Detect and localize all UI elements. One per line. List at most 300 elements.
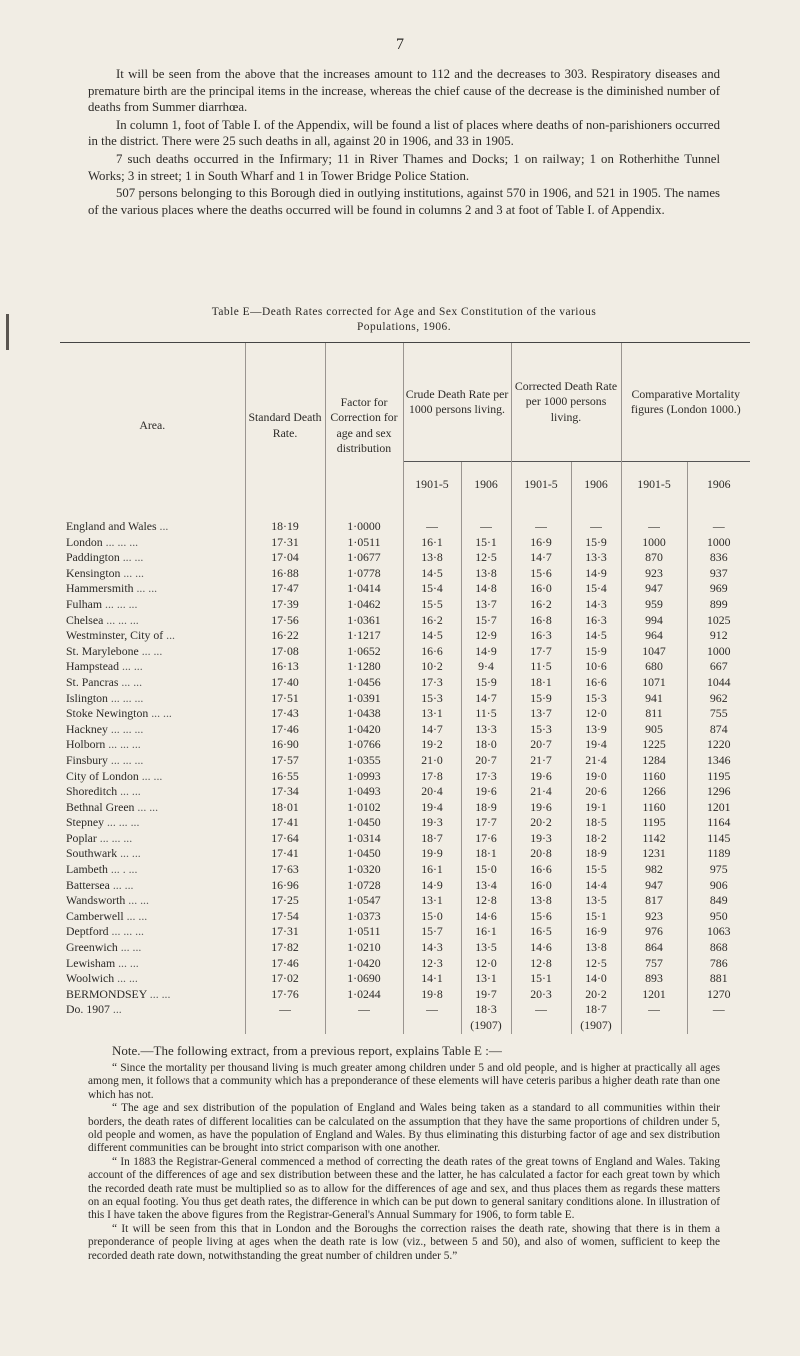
crude-1906-cell: 12·8 bbox=[461, 893, 511, 909]
crude-1906-cell: 17·6 bbox=[461, 831, 511, 847]
crude-1901-5-cell: 19·8 bbox=[403, 987, 461, 1003]
corrected-1906-cell: 13·5 bbox=[571, 893, 621, 909]
standard-rate-cell: 17·31 bbox=[245, 535, 325, 551]
standard-rate-cell: 17·56 bbox=[245, 613, 325, 629]
factor-cell: — bbox=[325, 1002, 403, 1018]
comparative-1901-5-cell: 994 bbox=[621, 613, 687, 629]
comparative-1906-cell: 1164 bbox=[687, 815, 750, 831]
corrected-1901-5-cell: 20·3 bbox=[511, 987, 571, 1003]
area-name: Stepney bbox=[66, 815, 105, 830]
leader-dots: ... ... bbox=[123, 565, 145, 580]
corrected-1901-5-cell: 16·6 bbox=[511, 862, 571, 878]
area-cell bbox=[60, 831, 245, 847]
crude-1906-cell: 13·5 bbox=[461, 940, 511, 956]
table-row bbox=[60, 1002, 750, 1018]
crude-1906-cell: 19·7 bbox=[461, 987, 511, 1003]
area-name: Greenwich bbox=[66, 940, 118, 955]
table-row bbox=[60, 940, 750, 956]
area-cell bbox=[60, 862, 245, 878]
corrected-1906-cell: 12·5 bbox=[571, 956, 621, 972]
crude-1901-5-cell: 14·5 bbox=[403, 566, 461, 582]
factor-cell: 1·0420 bbox=[325, 722, 403, 738]
area-name: Stoke Newington bbox=[66, 706, 149, 721]
standard-rate-cell: 16·90 bbox=[245, 737, 325, 753]
area-cell bbox=[60, 1002, 245, 1018]
standard-rate-cell: — bbox=[245, 1002, 325, 1018]
corrected-1901-5-cell: 14·7 bbox=[511, 550, 571, 566]
area-cell bbox=[60, 566, 245, 582]
area-cell bbox=[60, 815, 245, 831]
leader-dots: ... . ... bbox=[110, 862, 138, 877]
table-row bbox=[60, 800, 750, 816]
area-cell bbox=[60, 737, 245, 753]
leader-dots: ... ... bbox=[118, 955, 139, 970]
area-name: Camberwell bbox=[66, 908, 124, 923]
factor-cell: 1·0000 bbox=[325, 508, 403, 535]
note-paragraph: “ It will be seen from this that in London and the Boroughs the correction raises the death rate, showing that there is in them a preponderance of people living at ages when the death rate is low (viz., between 5 and 50), and also of women, sufficient to keep the recorded death rate down, notwithstanding the great number of children under 5.” bbox=[88, 1222, 720, 1262]
crude-1906-cell: 17·3 bbox=[461, 769, 511, 785]
standard-rate-cell: 17·76 bbox=[245, 987, 325, 1003]
corrected-1901-5-cell: 16·9 bbox=[511, 535, 571, 551]
header-comparative-mortality: Comparative Mortality figures (London 1000.) bbox=[621, 343, 750, 462]
corrected-1901-5-cell: 21·7 bbox=[511, 753, 571, 769]
corrected-1901-5-cell: 15·3 bbox=[511, 722, 571, 738]
corrected-1906-cell: 21·4 bbox=[571, 753, 621, 769]
comparative-1901-5-cell: 923 bbox=[621, 909, 687, 925]
factor-cell: 1·0456 bbox=[325, 675, 403, 691]
table-row bbox=[60, 737, 750, 753]
crude-1906-cell: 12·0 bbox=[461, 956, 511, 972]
standard-rate-cell: 17·34 bbox=[245, 784, 325, 800]
subheader-1901-5: 1901-5 bbox=[511, 462, 571, 509]
table-row bbox=[60, 846, 750, 862]
crude-1901-5-cell: 17·8 bbox=[403, 769, 461, 785]
crude-1901-5-cell: 13·1 bbox=[403, 893, 461, 909]
crude-1901-5-cell: 19·4 bbox=[403, 800, 461, 816]
comparative-1901-5-cell: 817 bbox=[621, 893, 687, 909]
crude-1901-5-cell: 16·1 bbox=[403, 862, 461, 878]
crude-1906-cell: 13·7 bbox=[461, 597, 511, 613]
leader-dots: ... ... ... bbox=[111, 924, 144, 939]
crude-1906-cell: 11·5 bbox=[461, 706, 511, 722]
comparative-1906-cell: 1296 bbox=[687, 784, 750, 800]
corrected-1901-5-cell: 21·4 bbox=[511, 784, 571, 800]
leader-dots: ... ... bbox=[128, 893, 149, 908]
crude-1901-5-cell: 15·5 bbox=[403, 597, 461, 613]
leader-dots: ... ... ... bbox=[105, 596, 138, 611]
leader-dots: ... ... ... bbox=[110, 752, 144, 767]
table-row bbox=[60, 987, 750, 1003]
crude-1906-cell: 18·1 bbox=[461, 846, 511, 862]
table-row bbox=[60, 613, 750, 629]
comparative-1901-5-cell: 1160 bbox=[621, 800, 687, 816]
factor-cell: 1·0766 bbox=[325, 737, 403, 753]
standard-rate-cell: 17·25 bbox=[245, 893, 325, 909]
area-cell bbox=[60, 878, 245, 894]
page-number: 7 bbox=[396, 36, 404, 53]
table-row bbox=[60, 722, 750, 738]
corrected-1906-cell: 10·6 bbox=[571, 659, 621, 675]
corrected-1906-cell: 20·2 bbox=[571, 987, 621, 1003]
comparative-1906-cell: 868 bbox=[687, 940, 750, 956]
corrected-1906-cell: 18·2 bbox=[571, 831, 621, 847]
area-cell bbox=[60, 644, 245, 660]
corrected-1901-5-cell: 16·5 bbox=[511, 924, 571, 940]
corrected-1906-cell: 15·9 bbox=[571, 535, 621, 551]
crude-1901-5-cell: 19·2 bbox=[403, 737, 461, 753]
area-cell bbox=[60, 971, 245, 987]
area-name: London bbox=[66, 534, 103, 549]
corrected-1906-cell: 15·1 bbox=[571, 909, 621, 925]
comparative-1901-5-cell: 1195 bbox=[621, 815, 687, 831]
table-row bbox=[60, 956, 750, 972]
comparative-1901-5-cell: 757 bbox=[621, 956, 687, 972]
corrected-1901-5-cell: 20·2 bbox=[511, 815, 571, 831]
area-cell bbox=[60, 846, 245, 862]
factor-cell: 1·0414 bbox=[325, 581, 403, 597]
crude-1906-cell: — bbox=[461, 508, 511, 535]
area-cell bbox=[60, 535, 245, 551]
factor-cell: 1·0690 bbox=[325, 971, 403, 987]
leader-dots: ... ... bbox=[117, 971, 138, 986]
area-name: Kensington bbox=[66, 565, 121, 580]
comparative-1906-cell: 950 bbox=[687, 909, 750, 925]
crude-1901-5-cell: 21·0 bbox=[403, 753, 461, 769]
comparative-1901-5-cell: 893 bbox=[621, 971, 687, 987]
crude-1906-cell: 15·9 bbox=[461, 675, 511, 691]
crude-1901-5-cell: — bbox=[403, 508, 461, 535]
empty-cell bbox=[60, 1018, 245, 1034]
crude-1906-cell: 15·0 bbox=[461, 862, 511, 878]
area-cell bbox=[60, 909, 245, 925]
comparative-1906-cell: 1145 bbox=[687, 831, 750, 847]
table-row bbox=[60, 675, 750, 691]
standard-rate-cell: 17·64 bbox=[245, 831, 325, 847]
comparative-1901-5-cell: 982 bbox=[621, 862, 687, 878]
leader-dots: ... ... bbox=[136, 581, 158, 596]
corrected-1901-5-cell: — bbox=[511, 508, 571, 535]
comparative-1906-cell: 1000 bbox=[687, 644, 750, 660]
table-row bbox=[60, 815, 750, 831]
standard-rate-cell: 17·46 bbox=[245, 956, 325, 972]
corrected-1901-5-cell: 18·1 bbox=[511, 675, 571, 691]
leader-dots: ... ... ... bbox=[106, 612, 139, 627]
comparative-1901-5-cell: 1000 bbox=[621, 535, 687, 551]
factor-cell: 1·0361 bbox=[325, 613, 403, 629]
area-name: Battersea bbox=[66, 877, 110, 892]
note-paragraph: “ In 1883 the Registrar-General commenced a method of correcting the death rates of the great towns of England and Wales. Taking account of the differences of age and sex distribution between these and the latter, he has calculated a factor for each great town by which the recorded death rate must be multiplied so as to allow for the differences of age and sex, and thus places them as regards these matters on an equal footing. You thus get death rates, the difference in which can be put down to general sanitary conditions alone. In illustration of this I have taken the above figures from the Registrar-General's Annual Summary for 1906, to form table E. bbox=[88, 1155, 720, 1222]
comparative-1901-5-cell: 964 bbox=[621, 628, 687, 644]
table-row bbox=[60, 893, 750, 909]
table-row bbox=[60, 784, 750, 800]
table-row bbox=[60, 508, 750, 535]
year-note-cell: (1907) bbox=[571, 1018, 621, 1034]
area-cell bbox=[60, 613, 245, 629]
leader-dots: ... ... ... bbox=[99, 830, 133, 845]
crude-1901-5-cell: 15·7 bbox=[403, 924, 461, 940]
crude-1906-cell: 9·4 bbox=[461, 659, 511, 675]
table-row bbox=[60, 753, 750, 769]
comparative-1906-cell: 912 bbox=[687, 628, 750, 644]
area-name: England and Wales bbox=[66, 519, 157, 533]
comparative-1906-cell: 1189 bbox=[687, 846, 750, 862]
factor-cell: 1·0391 bbox=[325, 691, 403, 707]
leader-dots: ... ... ... bbox=[106, 815, 140, 830]
comparative-1901-5-cell: 1071 bbox=[621, 675, 687, 691]
comparative-1901-5-cell: 947 bbox=[621, 878, 687, 894]
corrected-1901-5-cell: 15·1 bbox=[511, 971, 571, 987]
factor-cell: 1·0652 bbox=[325, 644, 403, 660]
comparative-1901-5-cell: 947 bbox=[621, 581, 687, 597]
comparative-1906-cell: 786 bbox=[687, 956, 750, 972]
comparative-1901-5-cell: 864 bbox=[621, 940, 687, 956]
corrected-1901-5-cell: — bbox=[511, 1002, 571, 1018]
comparative-1901-5-cell: 1047 bbox=[621, 644, 687, 660]
comparative-1906-cell: 1201 bbox=[687, 800, 750, 816]
area-cell bbox=[60, 722, 245, 738]
corrected-1906-cell: 18·7 bbox=[571, 1002, 621, 1018]
comparative-1906-cell: 755 bbox=[687, 706, 750, 722]
comparative-1906-cell: 1346 bbox=[687, 753, 750, 769]
area-name: Woolwich bbox=[66, 971, 115, 986]
area-name: Islington bbox=[66, 690, 108, 705]
standard-rate-cell: 17·08 bbox=[245, 644, 325, 660]
comparative-1906-cell: 1000 bbox=[687, 535, 750, 551]
area-cell bbox=[60, 659, 245, 675]
leader-dots: ... ... bbox=[112, 877, 134, 892]
factor-cell: 1·0420 bbox=[325, 956, 403, 972]
area-name: Paddington bbox=[66, 550, 120, 565]
table-row bbox=[60, 566, 750, 582]
crude-1906-cell: 14·8 bbox=[461, 581, 511, 597]
leader-dots: ... ... bbox=[141, 768, 163, 783]
table-body bbox=[60, 508, 750, 1034]
crude-1901-5-cell: 14·1 bbox=[403, 971, 461, 987]
crude-1901-5-cell: 16·1 bbox=[403, 535, 461, 551]
area-cell bbox=[60, 924, 245, 940]
area-name: Westminster, City of bbox=[66, 628, 164, 643]
standard-rate-cell: 16·96 bbox=[245, 878, 325, 894]
area-cell bbox=[60, 893, 245, 909]
comparative-1906-cell: 836 bbox=[687, 550, 750, 566]
corrected-1906-cell: 14·4 bbox=[571, 878, 621, 894]
standard-rate-cell: 17·46 bbox=[245, 722, 325, 738]
area-cell bbox=[60, 800, 245, 816]
factor-cell: 1·0244 bbox=[325, 987, 403, 1003]
area-name: Southwark bbox=[66, 846, 118, 861]
comparative-1901-5-cell: 959 bbox=[621, 597, 687, 613]
comparative-1906-cell: 1270 bbox=[687, 987, 750, 1003]
leader-dots: ... ... bbox=[126, 908, 148, 923]
crude-1906-cell: 15·1 bbox=[461, 535, 511, 551]
factor-cell: 1·0547 bbox=[325, 893, 403, 909]
table-row bbox=[60, 909, 750, 925]
leader-dots: ... bbox=[166, 628, 176, 643]
corrected-1906-cell: 16·9 bbox=[571, 924, 621, 940]
crude-1901-5-cell: 19·9 bbox=[403, 846, 461, 862]
note-section bbox=[88, 1042, 720, 1263]
table-caption bbox=[88, 305, 720, 335]
factor-cell: 1·0320 bbox=[325, 862, 403, 878]
area-cell bbox=[60, 597, 245, 613]
subheader-1906: 1906 bbox=[571, 462, 621, 509]
area-name: Hammersmith bbox=[66, 581, 134, 596]
year-note-cell: (1907) bbox=[461, 1018, 511, 1034]
leader-dots: ... ... bbox=[122, 659, 143, 674]
header-area: Area. bbox=[60, 343, 245, 509]
crude-1906-cell: 18·0 bbox=[461, 737, 511, 753]
corrected-1901-5-cell: 15·9 bbox=[511, 691, 571, 707]
crude-1901-5-cell: 14·7 bbox=[403, 722, 461, 738]
table-row bbox=[60, 862, 750, 878]
standard-rate-cell: 17·41 bbox=[245, 846, 325, 862]
area-cell bbox=[60, 706, 245, 722]
table-row bbox=[60, 597, 750, 613]
crude-1901-5-cell: 13·1 bbox=[403, 706, 461, 722]
crude-1901-5-cell: 16·2 bbox=[403, 613, 461, 629]
crude-1901-5-cell: 16·6 bbox=[403, 644, 461, 660]
crude-1906-cell: 13·4 bbox=[461, 878, 511, 894]
crude-1906-cell: 18·9 bbox=[461, 800, 511, 816]
corrected-1906-cell: 13·9 bbox=[571, 722, 621, 738]
comparative-1901-5-cell: 1266 bbox=[621, 784, 687, 800]
standard-rate-cell: 17·47 bbox=[245, 581, 325, 597]
area-cell bbox=[60, 550, 245, 566]
crude-1901-5-cell: 13·8 bbox=[403, 550, 461, 566]
factor-cell: 1·0450 bbox=[325, 815, 403, 831]
crude-1906-cell: 13·8 bbox=[461, 566, 511, 582]
note-paragraph: “ Since the mortality per thousand living is much greater among children under 5 and old people, and is higher at practically all ages among men, it follows that a community which has a preponderance of these elements will have ceteris paribus a higher death rate than one which has not. bbox=[88, 1062, 720, 1101]
empty-cell bbox=[325, 1018, 403, 1034]
intro-paragraph: 507 persons belonging to this Borough died in outlying institutions, against 570 in 1906, and 521 in 1905. The names of the various places where the deaths occurred will be found in columns 2 and 3 at foot of Table I. of Appendix. bbox=[88, 186, 720, 217]
corrected-1906-cell: 14·5 bbox=[571, 628, 621, 644]
table-row-note bbox=[60, 1018, 750, 1034]
crude-1901-5-cell: 14·5 bbox=[403, 628, 461, 644]
corrected-1906-cell: 14·0 bbox=[571, 971, 621, 987]
standard-rate-cell: 17·39 bbox=[245, 597, 325, 613]
corrected-1906-cell: 18·5 bbox=[571, 815, 621, 831]
empty-cell bbox=[511, 1018, 571, 1034]
area-cell bbox=[60, 508, 245, 535]
corrected-1901-5-cell: 11·5 bbox=[511, 659, 571, 675]
comparative-1901-5-cell: 1160 bbox=[621, 769, 687, 785]
area-cell bbox=[60, 581, 245, 597]
corrected-1906-cell: 19·0 bbox=[571, 769, 621, 785]
corrected-1901-5-cell: 15·6 bbox=[511, 566, 571, 582]
standard-rate-cell: 17·57 bbox=[245, 753, 325, 769]
crude-1906-cell: 14·6 bbox=[461, 909, 511, 925]
crude-1901-5-cell: 15·3 bbox=[403, 691, 461, 707]
corrected-1906-cell: 12·0 bbox=[571, 706, 621, 722]
leader-dots: ... ... bbox=[151, 706, 172, 721]
standard-rate-cell: 17·54 bbox=[245, 909, 325, 925]
corrected-1901-5-cell: 15·6 bbox=[511, 909, 571, 925]
comparative-1906-cell: 1220 bbox=[687, 737, 750, 753]
comparative-1906-cell: 962 bbox=[687, 691, 750, 707]
factor-cell: 1·0511 bbox=[325, 924, 403, 940]
comparative-1901-5-cell: 941 bbox=[621, 691, 687, 707]
crude-1901-5-cell: 10·2 bbox=[403, 659, 461, 675]
corrected-1906-cell: 15·3 bbox=[571, 691, 621, 707]
area-name: Wandsworth bbox=[66, 893, 126, 908]
area-cell bbox=[60, 956, 245, 972]
area-cell bbox=[60, 769, 245, 785]
area-name: Do. 1907 bbox=[66, 1002, 110, 1017]
comparative-1906-cell: — bbox=[687, 1002, 750, 1018]
table-row bbox=[60, 550, 750, 566]
intro-text bbox=[88, 66, 720, 219]
factor-cell: 1·0462 bbox=[325, 597, 403, 613]
corrected-1901-5-cell: 19·6 bbox=[511, 769, 571, 785]
leader-dots: ... ... bbox=[149, 986, 171, 1001]
comparative-1906-cell: 937 bbox=[687, 566, 750, 582]
area-name: St. Pancras bbox=[66, 674, 119, 689]
corrected-1906-cell: 19·4 bbox=[571, 737, 621, 753]
leader-dots: ... ... bbox=[120, 784, 141, 799]
standard-rate-cell: 16·55 bbox=[245, 769, 325, 785]
area-cell bbox=[60, 628, 245, 644]
empty-cell bbox=[687, 1018, 750, 1034]
comparative-1901-5-cell: 1201 bbox=[621, 987, 687, 1003]
standard-rate-cell: 16·88 bbox=[245, 566, 325, 582]
corrected-1906-cell: 15·4 bbox=[571, 581, 621, 597]
empty-cell bbox=[621, 1018, 687, 1034]
factor-cell: 1·0493 bbox=[325, 784, 403, 800]
crude-1906-cell: 17·7 bbox=[461, 815, 511, 831]
table-row bbox=[60, 878, 750, 894]
corrected-1901-5-cell: 16·0 bbox=[511, 878, 571, 894]
area-name: Chelsea bbox=[66, 612, 104, 627]
leader-dots: ... ... ... bbox=[110, 721, 144, 736]
comparative-1906-cell: 1025 bbox=[687, 613, 750, 629]
corrected-1906-cell: 13·8 bbox=[571, 940, 621, 956]
area-name: Holborn bbox=[66, 737, 106, 752]
area-name: Lambeth bbox=[66, 862, 108, 877]
area-name: Hampstead bbox=[66, 659, 120, 674]
leader-dots: ... bbox=[112, 1002, 122, 1017]
corrected-1906-cell: 18·9 bbox=[571, 846, 621, 862]
table-row bbox=[60, 628, 750, 644]
corrected-1906-cell: 19·1 bbox=[571, 800, 621, 816]
comparative-1906-cell: 881 bbox=[687, 971, 750, 987]
area-name: St. Marylebone bbox=[66, 643, 139, 658]
comparative-1906-cell: 1063 bbox=[687, 924, 750, 940]
standard-rate-cell: 17·40 bbox=[245, 675, 325, 691]
comparative-1906-cell: 667 bbox=[687, 659, 750, 675]
corrected-1906-cell: 15·9 bbox=[571, 644, 621, 660]
comparative-1901-5-cell: 680 bbox=[621, 659, 687, 675]
area-cell bbox=[60, 940, 245, 956]
factor-cell: 1·0511 bbox=[325, 535, 403, 551]
area-name: Bethnal Green bbox=[66, 799, 135, 814]
header-crude-death-rate: Crude Death Rate per 1000 persons living. bbox=[403, 343, 511, 462]
standard-rate-cell: 17·63 bbox=[245, 862, 325, 878]
factor-cell: 1·0355 bbox=[325, 753, 403, 769]
factor-cell: 1·1217 bbox=[325, 628, 403, 644]
standard-rate-cell: 17·31 bbox=[245, 924, 325, 940]
leader-dots: ... ... bbox=[120, 846, 141, 861]
area-name: Deptford bbox=[66, 924, 109, 939]
area-cell bbox=[60, 987, 245, 1003]
comparative-1901-5-cell: 870 bbox=[621, 550, 687, 566]
standard-rate-cell: 17·51 bbox=[245, 691, 325, 707]
standard-rate-cell: 17·04 bbox=[245, 550, 325, 566]
corrected-1901-5-cell: 20·7 bbox=[511, 737, 571, 753]
corrected-1906-cell: — bbox=[571, 508, 621, 535]
corrected-1906-cell: 14·9 bbox=[571, 566, 621, 582]
leader-dots: ... bbox=[159, 519, 169, 533]
comparative-1906-cell: — bbox=[687, 508, 750, 535]
